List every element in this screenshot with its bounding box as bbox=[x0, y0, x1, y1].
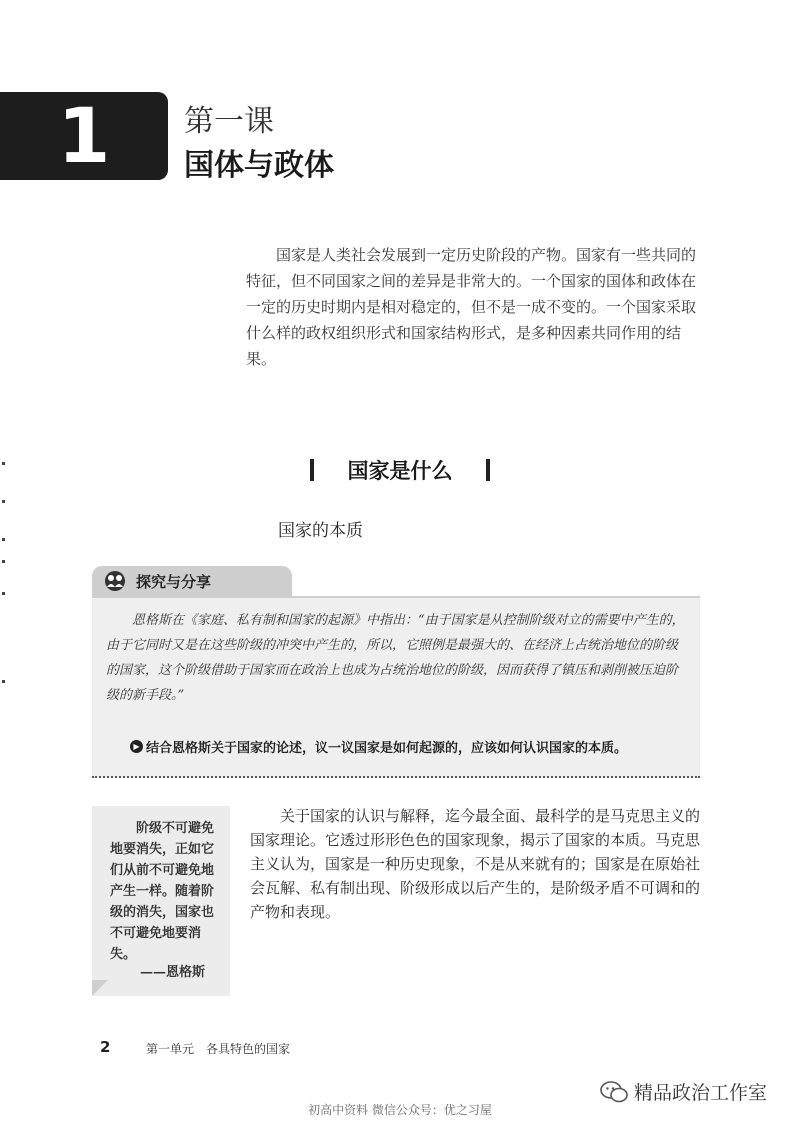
subheading: 国家的本质 bbox=[278, 521, 363, 541]
dotted-divider bbox=[92, 776, 700, 778]
wechat-icon bbox=[600, 1081, 628, 1103]
heading-bar-left bbox=[310, 459, 314, 481]
page-fold-corner bbox=[92, 980, 108, 996]
scan-mark bbox=[2, 462, 5, 465]
scan-mark bbox=[2, 592, 5, 595]
unit-title: 第一单元 各具特色的国家 bbox=[146, 1042, 291, 1056]
lesson-title: 国体与政体 bbox=[184, 148, 334, 183]
body-paragraph: 关于国家的认识与解释，迄今最全面、最科学的是马克思主义的国家理论。它透过形形色色的国家现象，揭示了国家的本质。马克思主义认为，国家是一种历史现象，不是从来就有的；国家是在原始社会瓦解、私有制出现、阶级形成以后产生的，是阶级矛盾不可调和的产物和表现。 bbox=[250, 807, 701, 921]
discussion-prompt bbox=[130, 737, 700, 756]
lesson-number-tab bbox=[0, 92, 168, 180]
prompt-text: 结合恩格斯关于国家的论述，议一议国家是如何起源的，应该如何认识国家的本质。 bbox=[146, 741, 628, 756]
intro-paragraph: 国家是人类社会发展到一定历史阶段的产物。国家有一些共同的特征，但不同国家之间的差异是非常大的。一个国家的国体和政体在一定的历史时期内是相对稳定的，但不是一成不变的。一个国家采取什么样的政权组织形式和国家结构形式，是多种因素共同作用的结果。 bbox=[246, 246, 697, 368]
scan-mark bbox=[2, 560, 5, 563]
lesson-label: 第一课 bbox=[184, 104, 274, 139]
lesson-number: 1 bbox=[57, 91, 111, 180]
side-note-text: 阶级不可避免地要消失，正如它们从前不可避免地产生一样。随着阶级的消失，国家也不可避免地要消失。 bbox=[110, 821, 215, 962]
section-heading bbox=[310, 455, 490, 485]
explore-share-tab bbox=[92, 566, 292, 596]
scan-mark bbox=[2, 680, 5, 683]
page-number: 2 bbox=[100, 1038, 111, 1056]
scan-mark bbox=[2, 538, 5, 541]
engels-quote: 恩格斯在《家庭、私有制和国家的起源》中指出：“由于国家是从控制阶级对立的需要中产生的，由于它同时又是在这些阶级的冲突中产生的，所以，它照例是最强大的、在经济上占统治地位的阶级的国家，这个阶级借助于国家而在政治上也成为占统治地位的阶级，因而获得了镇压和剥削被压迫阶级的新手段。” bbox=[106, 613, 685, 703]
brand-text: 精品政治工作室 bbox=[634, 1082, 768, 1104]
scan-mark bbox=[2, 500, 5, 503]
bottom-note: 初高中资料 微信公众号：优之习屋 bbox=[308, 1103, 492, 1117]
heading-bar-right bbox=[486, 459, 490, 481]
side-note-attribution: ——恩格斯 bbox=[140, 965, 206, 980]
users-icon bbox=[102, 569, 128, 593]
explore-share-label: 探究与分享 bbox=[136, 572, 212, 591]
section-title: 国家是什么 bbox=[347, 459, 453, 483]
arrow-circle-icon: ▶ bbox=[130, 740, 143, 753]
